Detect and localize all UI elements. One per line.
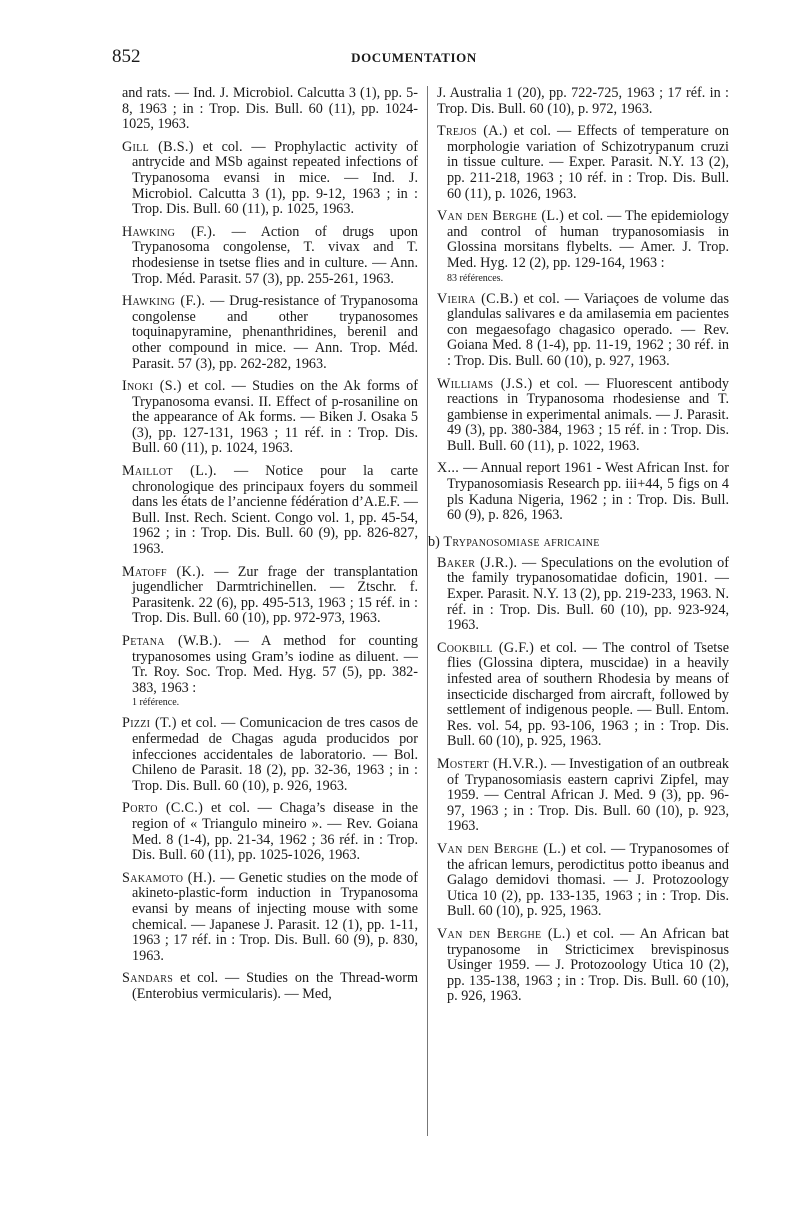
bibliography-entry: Baker (J.R.). — Speculations on the evolution of the family trypanosomatidae doficin, 1901. — Exper. Parasit. N.Y. 13 (2), pp. 219-233, 1963. N. réf. in : Trop. Dis. Bull. 60 (10), pp. 923-924, 1963.: [437, 554, 729, 634]
left-column: [122, 86, 418, 1009]
bibliography-entry: Porto (C.C.) et col. — Chaga’s disease in the region of « Triangulo mineiro ». — Rev. Goiana Med. 8 (1-4), pp. 21-34, 1962 ; 36 réf. in : Trop. Dis. Bull. 60 (11), pp. 1025-1026, 1963.: [122, 800, 418, 864]
section-heading: b) Trypanosomiase africaine: [428, 533, 600, 550]
bibliography-entry: Maillot (L.). — Notice pour la carte chronologique des principaux foyers du sommeil dans les états de l’ancienne fédération d’A.E.F. — Bull. Inst. Rech. Scient. Congo vol. 1, pp. 45-54, 1962 ; in : Trop. Dis. Bull. 60 (9), pp. 826-827, 1963.: [122, 463, 418, 558]
bibliography-entry: Hawking (F.). — Action of drugs upon Trypanosoma congolense, T. vivax and T. rhodesiense in tsetse flies and in culture. — Ann. Trop. Méd. Parasit. 57 (3), pp. 255-261, 1963.: [122, 223, 419, 287]
bibliography-entry: Sandars et col. — Studies on the Thread-worm (Enterobius vermicularis). — Med,: [122, 970, 418, 1002]
column-divider: [427, 86, 428, 1136]
reference-count-note: 83 références.: [447, 272, 504, 284]
bibliography-entry: J. Australia 1 (20), pp. 722-725, 1963 ; 17 réf. in : Trop. Dis. Bull. 60 (10), p. 972, 1963.: [437, 85, 729, 117]
bibliography-entry: Williams (J.S.) et col. — Fluorescent antibody reactions in Trypanosoma rhodesiense and T. gambiense in experimental animals. — J. Parasit. 49 (3), pp. 380-384, 1963 ; 15 réf. in : Trop. Dis. Bull. Bull. 60 (11), p. 1022, 1963.: [437, 375, 729, 454]
bibliography-entry: Petana (W.B.). — A method for counting trypanosomes using Gram’s iodine as diluent. — Tr. Roy. Soc. Trop. Med. Hyg. 57 (5), pp. 382-383, 1963 : 1 référence.: [122, 633, 418, 709]
bibliography-entry: Inoki (S.) et col. — Studies on the Ak forms of Trypanosoma evansi. II. Effect of p-rosaniline on the appearance of Ak forms. — Biken J. Osaka 5 (3), pp. 127-131, 1963 ; 11 réf. in : Trop. Dis. Bull. 60 (11), p. 1024, 1963.: [122, 378, 418, 457]
bibliography-entry: Trejos (A.) et col. — Effects of temperature on morphologie variation of Schizotrypanum cruzi in tissue culture. — Exper. Parasit. N.Y. 13 (2), pp. 211-218, 1963 ; 10 réf. in : Trop. Dis. Bull. 60 (11), p. 1026, 1963.: [437, 123, 729, 202]
page-number: 852: [112, 46, 141, 67]
bibliography-entry: Matoff (K.). — Zur frage der transplantation jugendlicher Darmtrichinellen. — Ztschr. f. Parasitenk. 22 (6), pp. 495-513, 1963 ; 15 réf. in : Trop. Dis. Bull. 60 (10), pp. 972-973, 1963.: [122, 563, 419, 627]
page-header: [112, 44, 716, 74]
reference-count-note: 1 référence.: [132, 697, 180, 709]
bibliography-entry: Pizzi (T.) et col. — Comunicacion de tres casos de enfermedad de Chagas aguda producidos por infecciones accidentales de laboratorio. — Bol. Chileno de Parasit. 18 (2), pp. 32-36, 1963 ; in : Trop. Dis. Bull. 60 (10), p. 926, 1963.: [122, 715, 418, 794]
bibliography-entry: Mostert (H.V.R.). — Investigation of an outbreak of Trypanosomiasis eastern caprivi Zipfel, may 1959. — Central African J. Med. 9 (3), pp. 96-97, 1963 ; in : Trop. Dis. Bull. 60 (10), p. 923, 1963.: [437, 755, 729, 835]
bibliography-entry: Van den Berghe (L.) et col. — An African bat trypanosome in Stricticimex brevispinosus Usinger 1959. — J. Protozoology Utica 10 (2), pp. 135-138, 1963 ; in : Trop. Dis. Bull. 60 (10), p. 926, 1963.: [437, 925, 729, 1005]
running-title: DOCUMENTATION: [351, 50, 477, 65]
bibliography-entry: Hawking (F.). — Drug-resistance of Trypanosoma congolense and other trypanosomes toquinapyramine, phenanthridines, berenil and other compound in mice. — Ann. Trop. Méd. Parasit. 57 (3), pp. 262-282, 1963.: [122, 293, 419, 372]
bibliography-entry: Vieira (C.B.) et col. — Variaçoes de volume das glandulas salivares e da amilasemia em pacientes con megaesofago chagasico operado. — Rev. Goiana Med. 8 (1-4), pp. 11-19, 1962 ; 30 réf. in : Trop. Dis. Bull. 60 (10), p. 927, 1963.: [437, 290, 729, 369]
bibliography-entry: Gill (B.S.) et col. — Prophylactic activity of antrycide and MSb against repeated infections of Trypanosoma evansi in mice. — Ind. J. Microbiol. Calcutta 3 (1), pp. 9-12, 1963 ; in : Trop. Dis. Bull. 60 (11), p. 1025, 1963.: [122, 138, 418, 218]
bibliography-entry: Cookbill (G.F.) et col. — The control of Tsetse flies (Glossina diptera, muscidae) in a heavily infested area of southern Rhodesia by means of insecticide discharged from aircraft, followed by settlement of indigenous people. — Bull. Entom. Res. vol. 54, pp. 93-106, 1963 ; in : Trop. Dis. Bull. 60 (10), p. 925, 1963.: [437, 639, 729, 750]
bibliography-entry: Van den Berghe (L.) et col. — The epidemiology and control of human trypanosomiasis in Glossina morsitans flybelts. — Amer. J. Trop. Med. Hyg. 12 (2), pp. 129-164, 1963 : 83 références.: [437, 208, 729, 284]
bibliography-entry: and rats. — Ind. J. Microbiol. Calcutta 3 (1), pp. 5-8, 1963 ; in : Trop. Dis. Bull. 60 (11), pp. 1024-1025, 1963.: [122, 85, 418, 133]
bibliography-entry: Van den Berghe (L.) et col. — Trypanosomes of the african lemurs, perodictitus potto ibeanus and Galago demidovi thomasi. — J. Protozoology Utica 10 (2), pp. 133-135, 1963 ; in : Trop. Dis. Bull. 60 (10), p. 925, 1963.: [437, 840, 729, 920]
right-column: [428, 85, 729, 1012]
bibliography-entry: X... — Annual report 1961 - West African Inst. for Trypanosomiasis Research pp. iii+44, 5 figs on 4 pls Kaduna Nigeria, 1962 ; in : Trop. Dis. Bull. 60 (9), p. 826, 1963.: [437, 460, 729, 524]
bibliography-entry: Sakamoto (H.). — Genetic studies on the mode of akineto-plastic-form induction in Trypanosoma evansi by means of injecting mouse with some chemical. — Japanese J. Parasit. 12 (1), pp. 1-11, 1963 ; 17 réf. in : Trop. Dis. Bull. 60 (9), p. 830, 1963.: [122, 869, 418, 964]
